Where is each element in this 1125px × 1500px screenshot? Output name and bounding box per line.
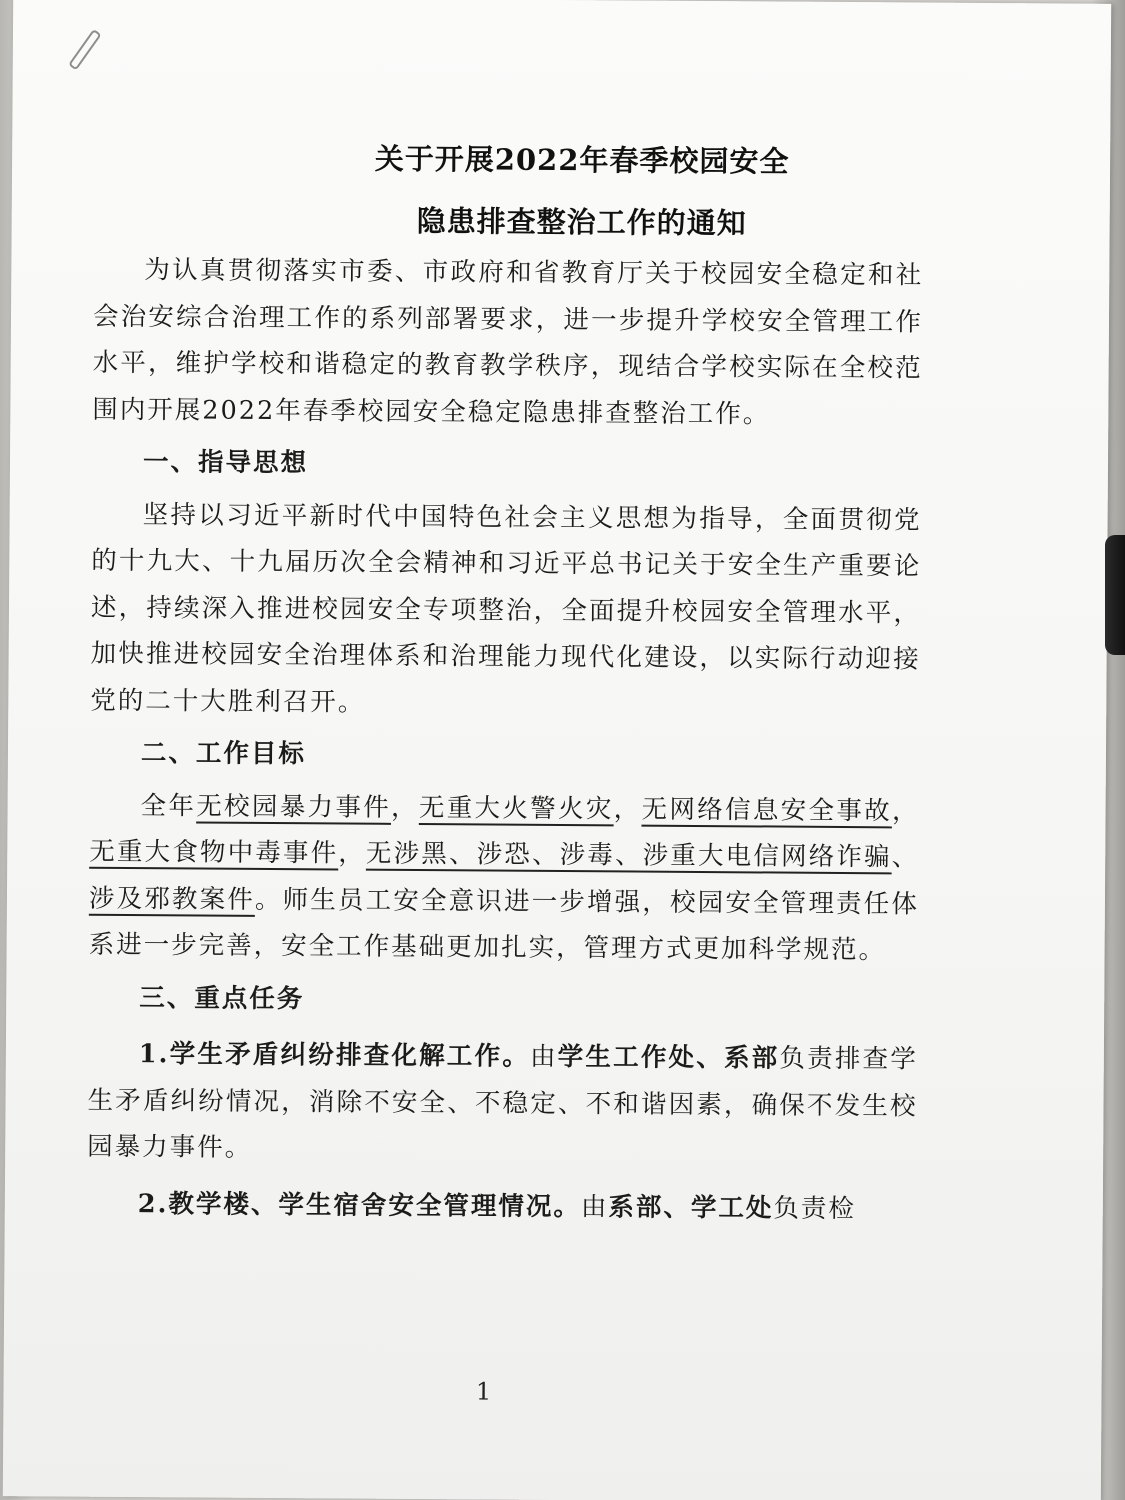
goals-text: 。师生员工安全意识进一步增强，校园安全管理责任体系进一步完善，安全工作基础更加扎实，管理方式更加科学规范。 (88, 884, 920, 966)
section-heading-work-goals: 二、工作目标 (140, 738, 307, 770)
task-title: 1.学生矛盾纠纷排查化解工作。 (138, 1039, 531, 1072)
document-title-line1: 关于开展2022年春季校园安全 (374, 141, 790, 179)
task-text: 负责排查学生矛盾纠纷情况，消除不安全、不稳定、不和谐因素，确保不发生校园暴力事件。 (87, 1043, 918, 1163)
underlined-goal: 无涉黑、涉恐、涉毒、涉重大电信网络诈骗 (365, 838, 892, 873)
goals-text: ， (338, 838, 367, 869)
goals-text: ， (891, 795, 920, 827)
underlined-goal: 涉及邪教案件 (88, 883, 256, 915)
goals-text: ， (390, 792, 420, 823)
section-paragraph-work-goals (88, 782, 919, 974)
task-item-1 (87, 1031, 918, 1176)
underlined-goal: 无重大火警火灾 (418, 792, 614, 824)
goals-text: 全年 (140, 790, 197, 821)
task-title: 2.教学楼、学生宿舍安全管理情况。 (137, 1188, 582, 1222)
task-text: 由 (580, 1191, 609, 1222)
intro-paragraph: 为认真贯彻落实市委、市政府和省教育厅关于校园安全稳定和社会治安综合治理工作的系列部署要求，进一步提升学校安全管理工作水平，维护学校和谐稳定的教育教学秩序，现结合学校实际在全校范围内开展2022年春季校园安全稳定隐患排查整治工作。 (92, 255, 924, 429)
document-title-line2: 隐患排查整治工作的通知 (416, 204, 747, 241)
document-body (87, 247, 924, 1233)
staple-icon (68, 29, 102, 71)
section-paragraph-guiding-ideology: 坚持以习近平新时代中国特色社会主义思想为指导，全面贯彻党的十九大、十九届历次全会精神和习近平总书记关于安全生产重要论述，持续深入推进校园安全专项整治，全面提升校园安全管理水平，加快推进校园安全治理体系和治理能力现代化建设，以实际行动迎接党的二十大胜利召开。 (90, 499, 922, 718)
pen-object (1105, 535, 1125, 655)
task-department: 系部、学工处 (608, 1191, 774, 1224)
goals-text: ， (613, 793, 642, 825)
underlined-goal: 无网络信息安全事故 (641, 794, 893, 826)
document-page (3, 0, 1111, 1500)
underlined-goal: 无重大食物中毒事件 (89, 836, 339, 869)
page-number: 1 (475, 1377, 492, 1406)
task-text: 由 (529, 1041, 558, 1073)
task-department: 学生工作处、系部 (557, 1042, 780, 1074)
task-item-2 (87, 1180, 917, 1232)
section-heading-key-tasks: 三、重点任务 (139, 982, 305, 1014)
section-heading-guiding-ideology: 一、指导思想 (142, 447, 309, 479)
goals-text: 、 (891, 842, 920, 873)
underlined-goal: 无校园暴力事件 (196, 790, 392, 823)
task-text: 负责检 (773, 1193, 857, 1224)
